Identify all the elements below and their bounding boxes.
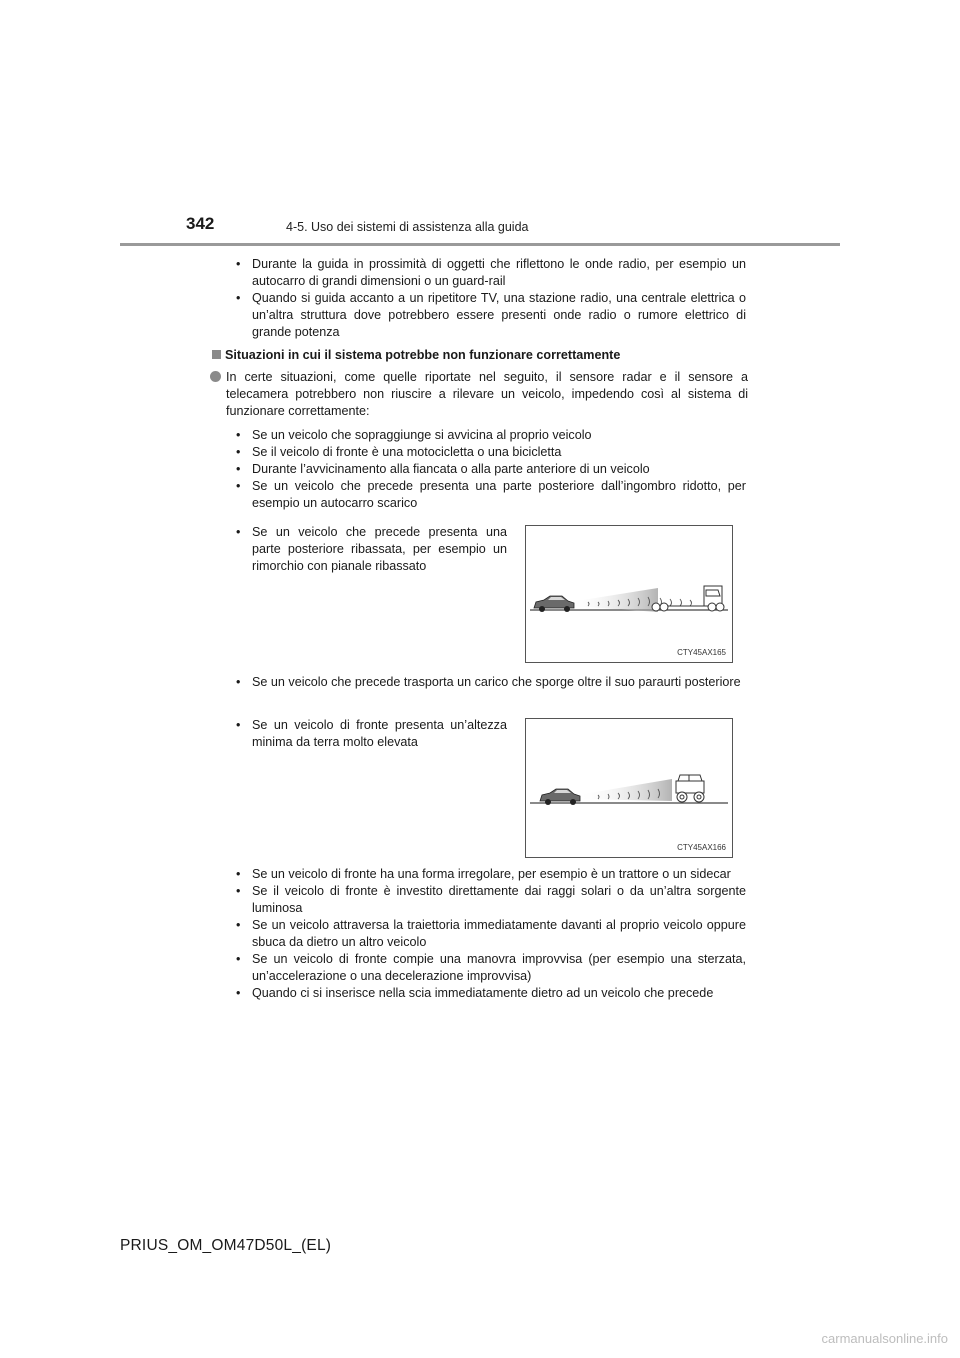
situation-list-a: [236, 427, 746, 512]
list-item: • Se un veicolo che precede trasporta un carico che sporge oltre il suo paraurti posteriore: [236, 674, 746, 691]
list-item: • Quando si guida accanto a un ripetitore TV, una stazione radio, una centrale elettrica o un’altra struttura dove potrebbero essere presenti onde radio o rumore elettrico di grande potenza: [236, 290, 746, 341]
intro-bullet-list: [236, 256, 746, 341]
situation-list-b: [236, 866, 746, 1002]
list-item: • Se il veicolo di fronte è investito direttamente dai raggi solari o da un’altra sorgente luminosa: [236, 883, 746, 917]
document-id: PRIUS_OM_OM47D50L_(EL): [120, 1237, 332, 1254]
watermark: carmanualsonline.info: [821, 1331, 948, 1346]
fig1-bullet-block: [236, 524, 507, 575]
fig2-bullet-block: [236, 717, 507, 751]
list-item: • Durante la guida in prossimità di oggetti che riflettono le onde radio, per esempio un autocarro di grandi dimensioni o un guard-rail: [236, 256, 746, 290]
header-divider: [120, 243, 840, 246]
list-item: • Se il veicolo di fronte è una motocicletta o una bicicletta: [236, 444, 746, 461]
list-item: • Se un veicolo che sopraggiunge si avvicina al proprio veicolo: [236, 427, 746, 444]
low-trailer-illustration: [526, 526, 732, 662]
high-clearance-illustration: [526, 719, 732, 857]
figure-code: CTY45AX165: [677, 648, 726, 657]
list-item: • Se un veicolo attraversa la traiettoria immediatamente davanti al proprio veicolo oppure sbuca da dietro un altro veicolo: [236, 917, 746, 951]
figure-low-trailer: [525, 525, 733, 663]
high-clearance-vehicle-icon: [676, 775, 704, 802]
list-item: • Se un veicolo che precede presenta una parte posteriore dall’ingombro ridotto, per esempio un autocarro scarico: [236, 478, 746, 512]
intro-paragraph: In certe situazioni, come quelle riportate nel seguito, il sensore radar e il sensore a telecamera potrebbero non riuscire a rilevare un veicolo, impedendo così al sistema di funzionare correttamente:: [226, 370, 748, 418]
list-item: • Se un veicolo di fronte presenta un’altezza minima da terra molto elevata: [236, 717, 507, 751]
low-trailer-truck-icon: [652, 586, 724, 611]
mid-bullet-block: [236, 674, 746, 691]
list-item: • Se un veicolo di fronte compie una manovra improvvisa (per esempio una sterzata, un’accelerazione o una decelerazione improvvisa): [236, 951, 746, 985]
page-number: 342: [186, 214, 215, 233]
section-heading-text: Situazioni in cui il sistema potrebbe non funzionare correttamente: [225, 348, 621, 362]
figure-code: CTY45AX166: [677, 843, 726, 852]
square-bullet-icon: [212, 350, 221, 359]
figure-high-clearance: [525, 718, 733, 858]
list-item: • Se un veicolo che precede presenta una parte posteriore ribassata, per esempio un rimorchio con pianale ribassato: [236, 524, 507, 575]
list-item: • Durante l’avvicinamento alla fiancata o alla parte anteriore di un veicolo: [236, 461, 746, 478]
section-heading: [212, 348, 620, 362]
list-item: • Quando ci si inserisce nella scia immediatamente dietro ad un veicolo che precede: [236, 985, 746, 1002]
circle-bullet-icon: [210, 371, 221, 382]
list-item: • Se un veicolo di fronte ha una forma irregolare, per esempio è un trattore o un sidecar: [236, 866, 746, 883]
section-title: 4-5. Uso dei sistemi di assistenza alla guida: [286, 220, 529, 234]
